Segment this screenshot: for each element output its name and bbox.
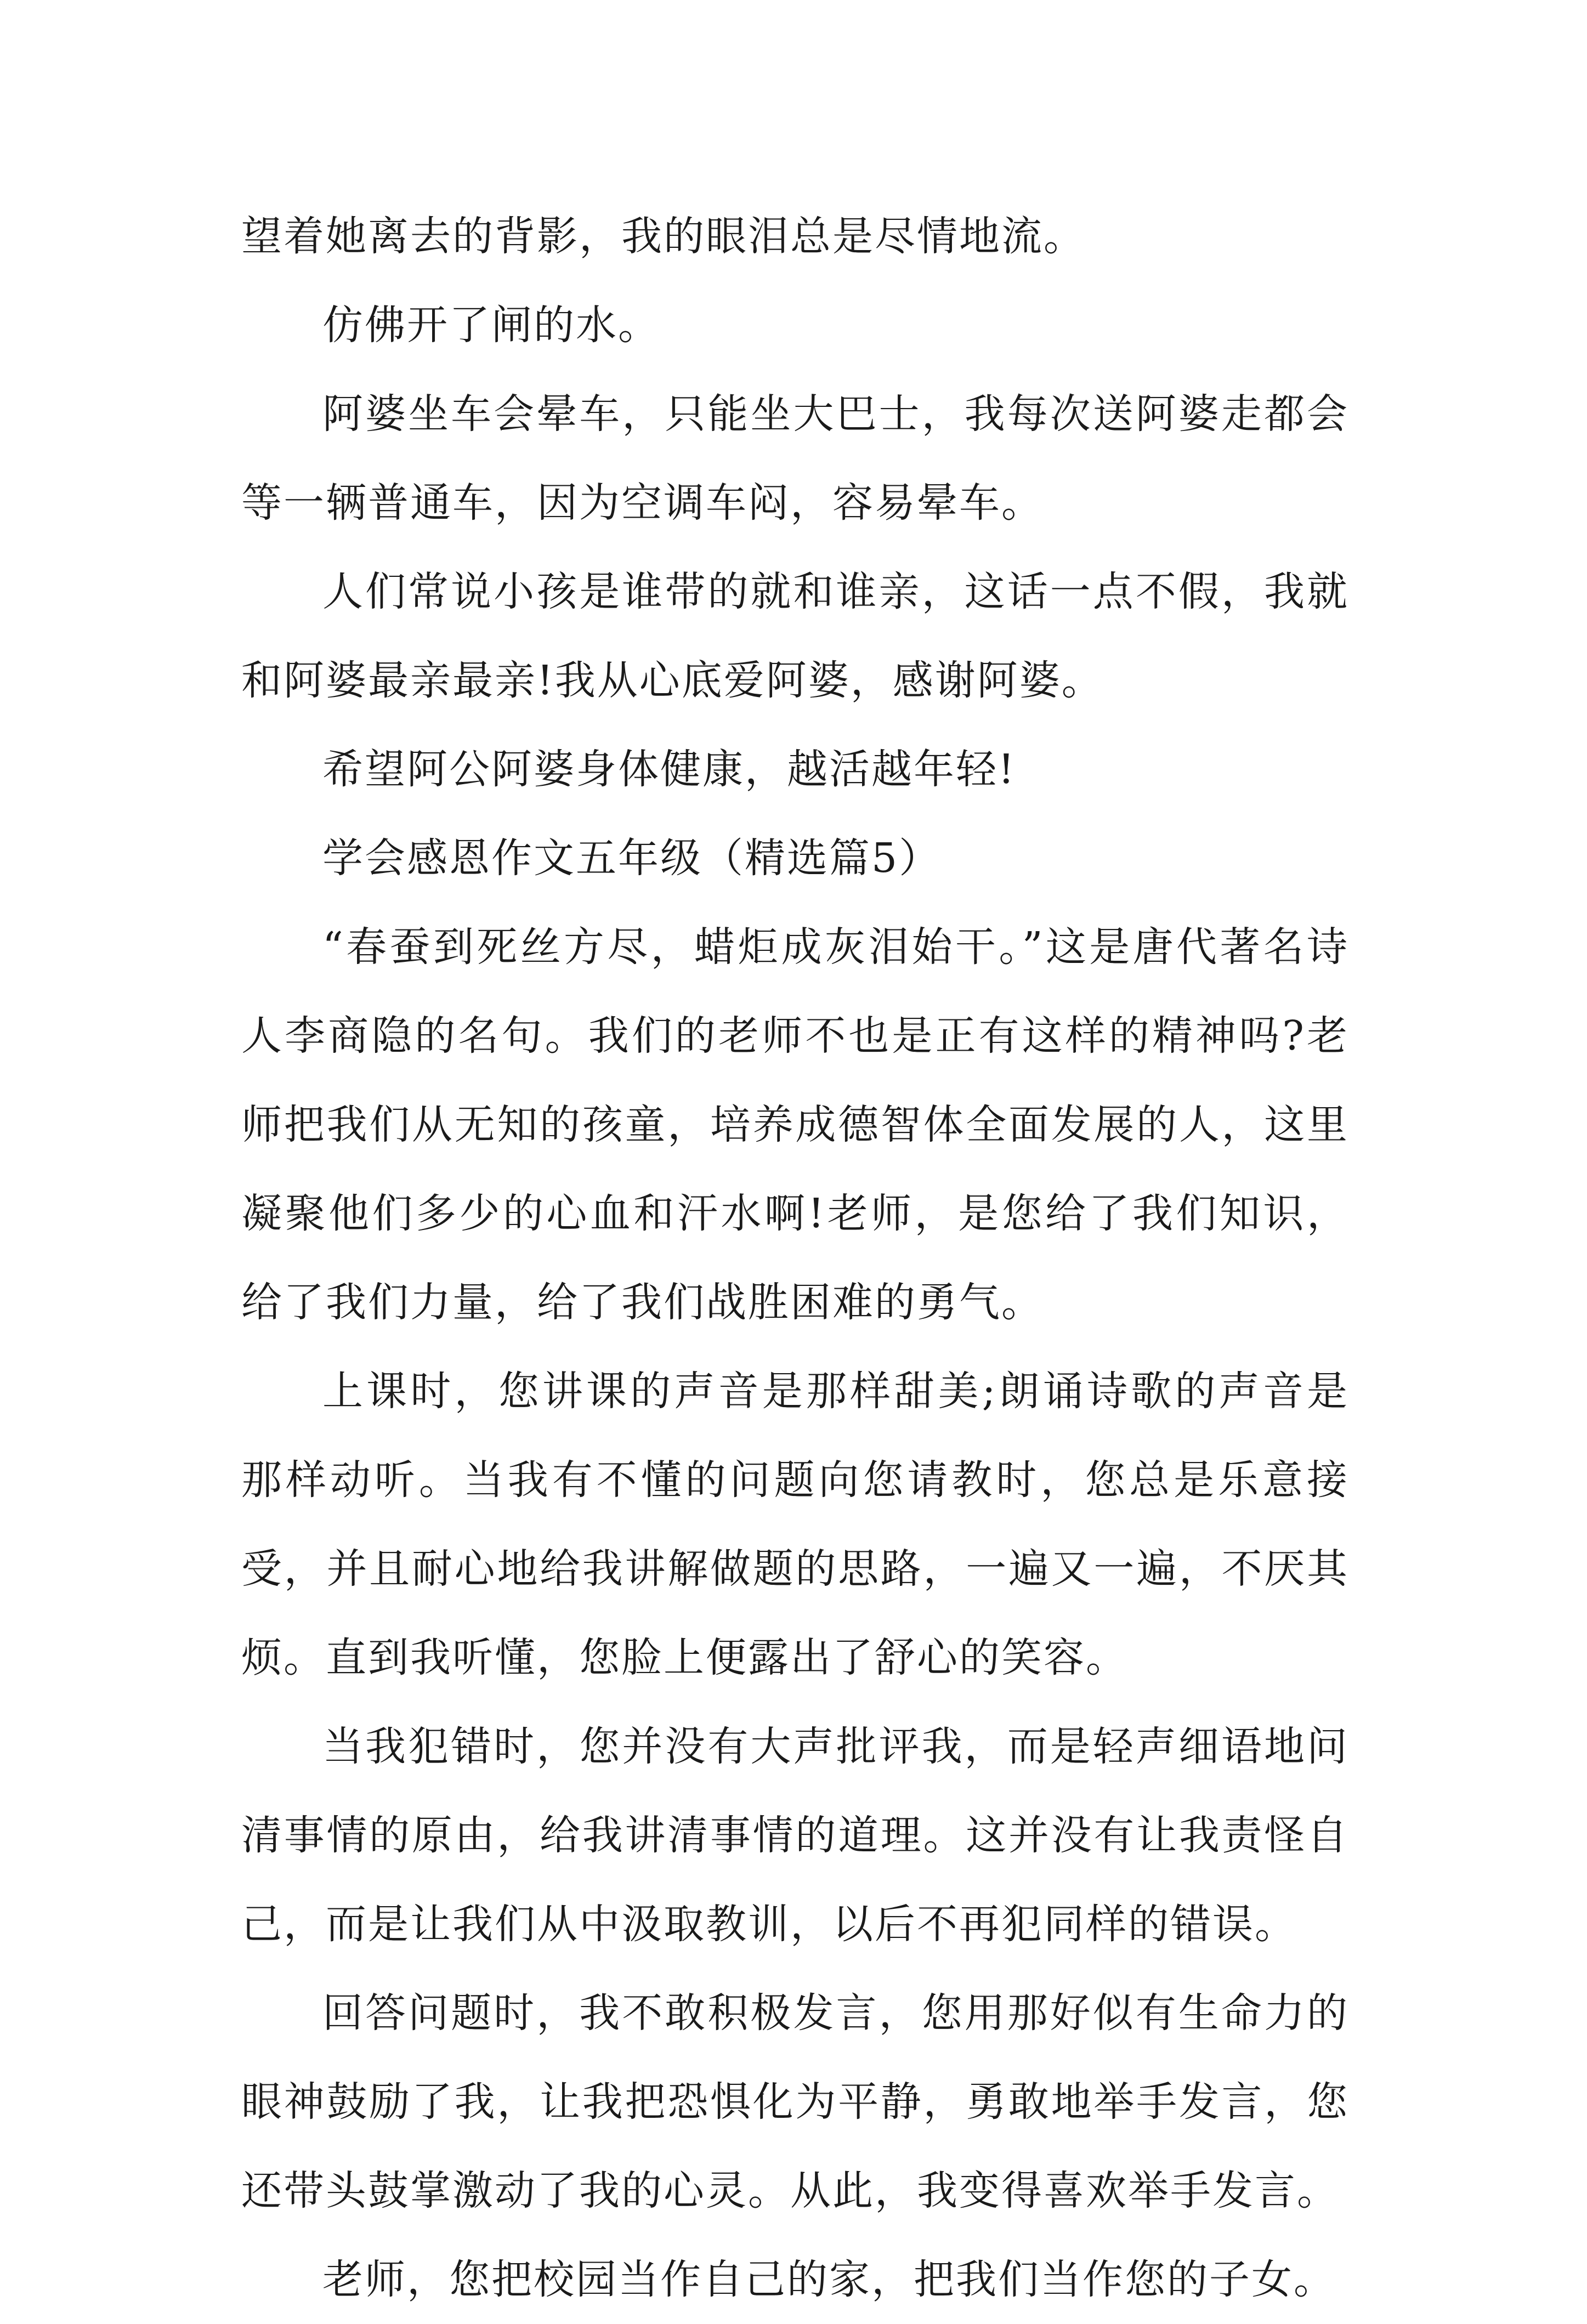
document-body [241,192,1349,2324]
paragraph: 老师，您把校园当作自己的家，把我们当作您的子女。 [322,2256,1336,2303]
paragraph: 望着她离去的背影，我的眼泪总是尽情地流。 [241,213,1086,260]
paragraph: 当我犯错时，您并没有大声批评我，而是轻声细语地问清事情的原由，给我讲清事情的道理。这并没有让我责怪自己，而是让我们从中汲取教训，以后不再犯同样的错误。 [241,1723,1349,1948]
paragraph: 回答问题时，我不敢积极发言，您用那好似有生命力的眼神鼓励了我，让我把恐惧化为平静，勇敢地举手发言，您还带头鼓掌激动了我的心灵。从此，我变得喜欢举手发言。 [241,1989,1349,2214]
paragraph: 上课时，您讲课的声音是那样甜美;朗诵诗歌的声音是那样动听。当我有不懂的问题向您请教时，您总是乐意接受，并且耐心地给我讲解做题的思路，一遍又一遍，不厌其烦。直到我听懂，您脸上便露出了舒心的笑容。 [241,1368,1349,1681]
section-heading: 学会感恩作文五年级（精选篇5） [322,835,942,882]
paragraph: 希望阿公阿婆身体健康，越活越年轻! [322,746,1016,793]
paragraph: 阿婆坐车会晕车，只能坐大巴士，我每次送阿婆走都会等一辆普通车，因为空调车闷，容易晕车。 [241,390,1349,526]
paragraph: 仿佛开了闸的水。 [322,302,660,349]
paragraph: 人们常说小孩是谁带的就和谁亲，这话一点不假，我就和阿婆最亲最亲!我从心底爱阿婆，感谢阿婆。 [241,568,1349,704]
paragraph: “春蚕到死丝方尽，蜡炬成灰泪始干。”这是唐代著名诗人李商隐的名句。我们的老师不也是正有这样的精神吗?老师把我们从无知的孩童，培养成德智体全面发展的人，这里凝聚他们多少的心血和汗水啊!老师，是您给了我们知识，给了我们力量，给了我们战胜困难的勇气。 [241,923,1349,1326]
